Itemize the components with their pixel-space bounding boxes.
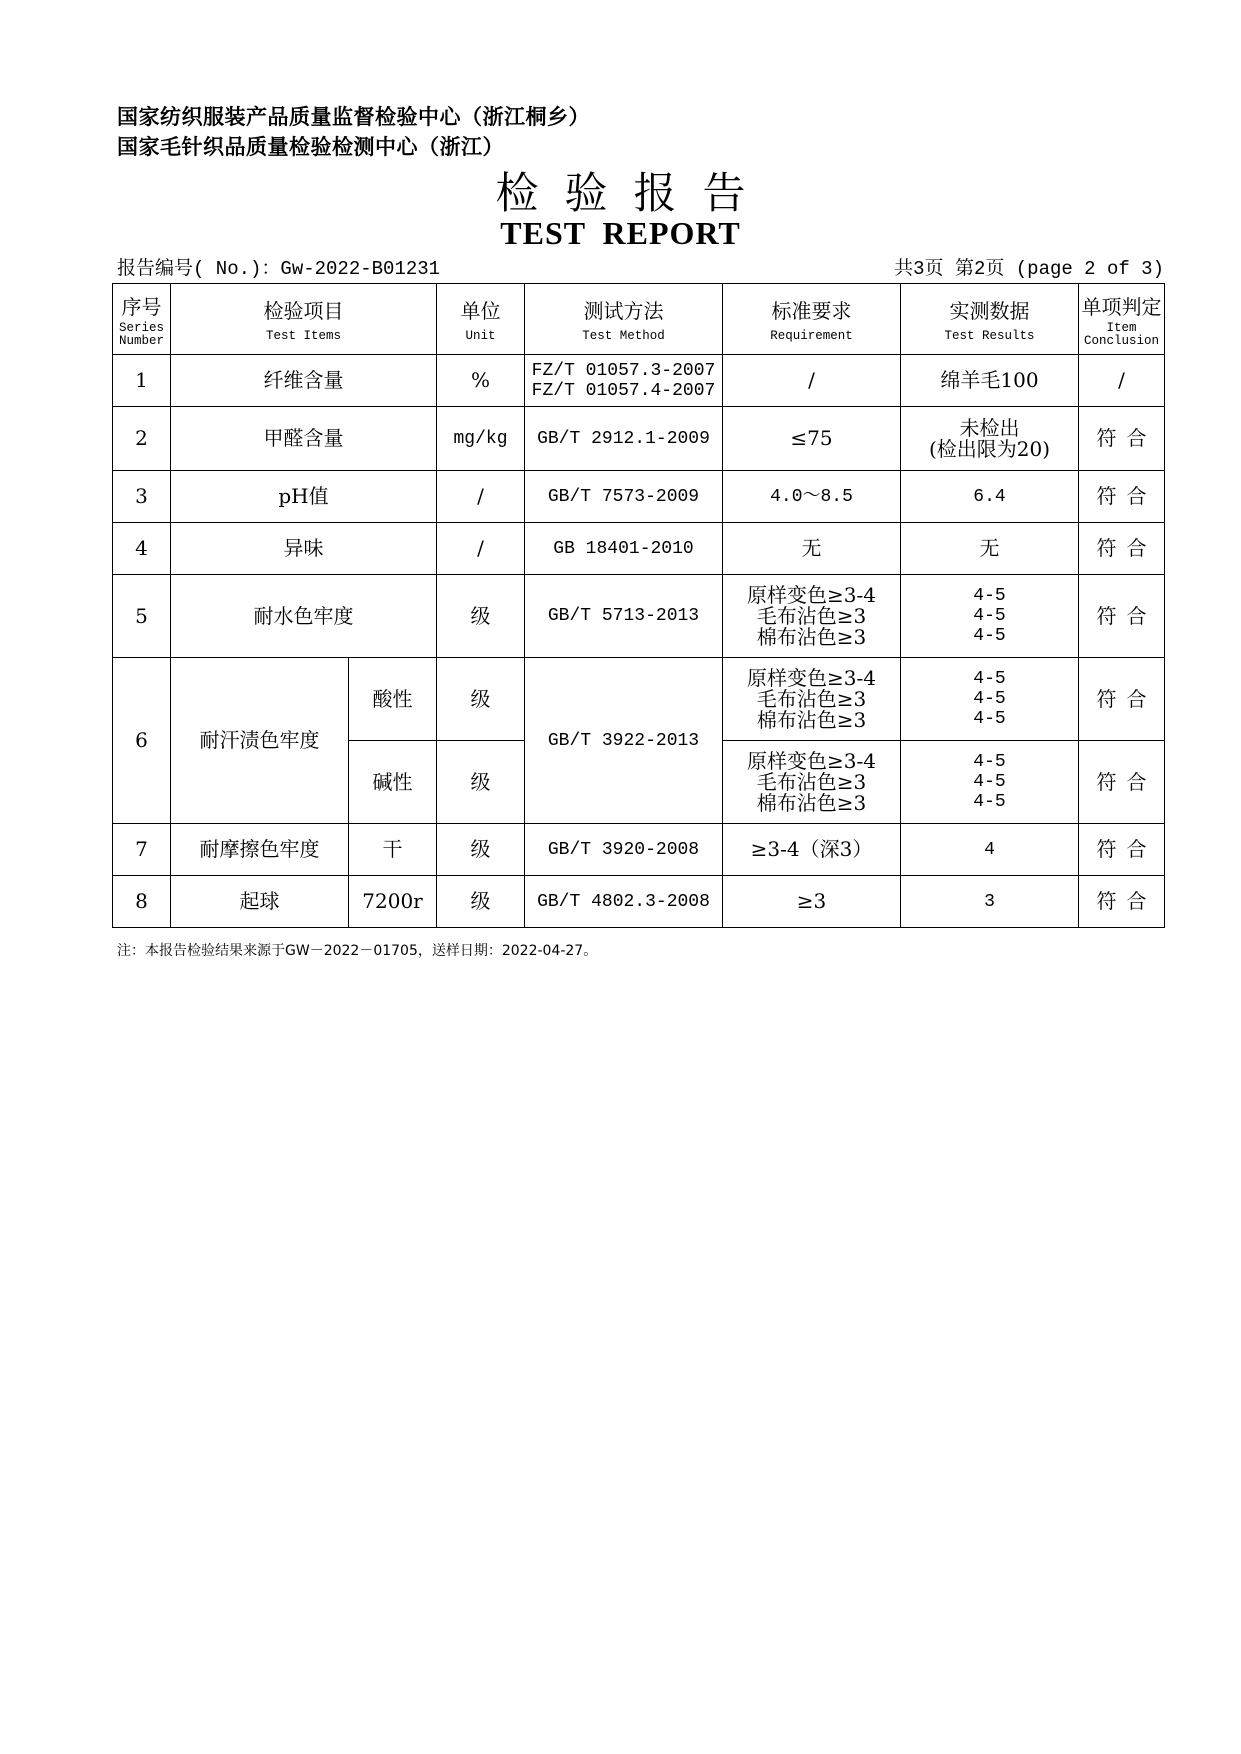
table-row bbox=[113, 355, 1165, 407]
cell-requirement: 原样变色≥3-4 毛布沾色≥3 棉布沾色≥3 bbox=[723, 741, 901, 824]
cell-unit: 级 bbox=[437, 824, 525, 876]
cell-number: 5 bbox=[113, 575, 171, 658]
cell-subitem-alkali: 碱性 bbox=[349, 741, 437, 824]
cell-item: 异味 bbox=[171, 523, 437, 575]
cell-requirement: ≤75 bbox=[723, 407, 901, 471]
table-row bbox=[113, 575, 1165, 658]
table-row bbox=[113, 876, 1165, 928]
cell-conclusion: 符合 bbox=[1079, 824, 1165, 876]
cell-conclusion: 符合 bbox=[1079, 471, 1165, 523]
cell-unit: / bbox=[437, 471, 525, 523]
cell-requirement: 原样变色≥3-4 毛布沾色≥3 棉布沾色≥3 bbox=[723, 575, 901, 658]
table-row bbox=[113, 523, 1165, 575]
cell-result: 6.4 bbox=[901, 471, 1079, 523]
page-info: 共3页 第2页 (page 2 of 3) bbox=[894, 258, 1164, 280]
cell-result: 4-5 4-5 4-5 bbox=[901, 741, 1079, 824]
cell-item: 耐汗渍色牢度 bbox=[171, 658, 349, 824]
cell-method: GB/T 5713-2013 bbox=[525, 575, 723, 658]
cell-conclusion: / bbox=[1079, 355, 1165, 407]
cell-subitem: 7200r bbox=[349, 876, 437, 928]
cell-item: 耐摩擦色牢度 bbox=[171, 824, 349, 876]
table-row bbox=[113, 471, 1165, 523]
report-number bbox=[117, 253, 440, 280]
table-row bbox=[113, 658, 1165, 741]
cell-number: 3 bbox=[113, 471, 171, 523]
table-row bbox=[113, 824, 1165, 876]
cell-number: 1 bbox=[113, 355, 171, 407]
report-title-en: TEST REPORT bbox=[500, 215, 741, 251]
cell-method: GB/T 2912.1-2009 bbox=[525, 407, 723, 471]
cell-method: FZ/T 01057.3-2007 FZ/T 01057.4-2007 bbox=[525, 355, 723, 407]
cell-item: 耐水色牢度 bbox=[171, 575, 437, 658]
cell-number: 2 bbox=[113, 407, 171, 471]
table-header-row bbox=[113, 284, 1165, 355]
cell-result: 4 bbox=[901, 824, 1079, 876]
cell-item: 甲醛含量 bbox=[171, 407, 437, 471]
col-header-items: 检验项目 Test Items bbox=[171, 284, 437, 355]
cell-subitem-acid: 酸性 bbox=[349, 658, 437, 741]
cell-unit: 级 bbox=[437, 876, 525, 928]
cell-unit: 级 bbox=[437, 658, 525, 741]
cell-result: 未检出 (检出限为20) bbox=[901, 407, 1079, 471]
table-row bbox=[113, 407, 1165, 471]
cell-number: 4 bbox=[113, 523, 171, 575]
cell-conclusion: 符合 bbox=[1079, 658, 1165, 741]
report-number-label: 报告编号( No.)： bbox=[117, 258, 281, 280]
cell-requirement: 无 bbox=[723, 523, 901, 575]
cell-requirement: ≥3-4（深3） bbox=[723, 824, 901, 876]
cell-conclusion: 符合 bbox=[1079, 523, 1165, 575]
cell-requirement: 4.0～8.5 bbox=[723, 471, 901, 523]
report-number-value: Gw-2022-B01231 bbox=[280, 258, 441, 280]
cell-unit: 级 bbox=[437, 575, 525, 658]
cell-subitem: 干 bbox=[349, 824, 437, 876]
cell-result: 无 bbox=[901, 523, 1079, 575]
col-header-method: 测试方法 Test Method bbox=[525, 284, 723, 355]
cell-unit: mg/kg bbox=[437, 407, 525, 471]
cell-item: pH值 bbox=[171, 471, 437, 523]
test-results-table bbox=[112, 283, 1165, 928]
cell-number: 6 bbox=[113, 658, 171, 824]
cell-conclusion: 符合 bbox=[1079, 407, 1165, 471]
col-header-conclusion: 单项判定 Item Conclusion bbox=[1079, 284, 1165, 355]
col-header-requirement: 标准要求 Requirement bbox=[723, 284, 901, 355]
cell-unit: / bbox=[437, 523, 525, 575]
cell-unit: % bbox=[437, 355, 525, 407]
cell-requirement: / bbox=[723, 355, 901, 407]
cell-requirement: ≥3 bbox=[723, 876, 901, 928]
org-name-line2: 国家毛针织品质量检验检测中心（浙江） bbox=[117, 135, 504, 159]
footnote: 注：本报告检验结果来源于GW－2022－01705，送样日期：2022-04-27。 bbox=[117, 943, 598, 959]
cell-result: 4-5 4-5 4-5 bbox=[901, 575, 1079, 658]
col-header-series: 序号 Series Number bbox=[113, 284, 171, 355]
col-header-unit: 单位 Unit bbox=[437, 284, 525, 355]
cell-number: 7 bbox=[113, 824, 171, 876]
report-title-cn: 检验报告 bbox=[495, 169, 772, 219]
cell-method: GB/T 3922-2013 bbox=[525, 658, 723, 824]
cell-conclusion: 符合 bbox=[1079, 575, 1165, 658]
cell-item: 纤维含量 bbox=[171, 355, 437, 407]
cell-conclusion: 符合 bbox=[1079, 876, 1165, 928]
cell-requirement: 原样变色≥3-4 毛布沾色≥3 棉布沾色≥3 bbox=[723, 658, 901, 741]
cell-method: GB/T 4802.3-2008 bbox=[525, 876, 723, 928]
cell-number: 8 bbox=[113, 876, 171, 928]
cell-result: 绵羊毛100 bbox=[901, 355, 1079, 407]
cell-unit: 级 bbox=[437, 741, 525, 824]
cell-item: 起球 bbox=[171, 876, 349, 928]
org-name-line1: 国家纺织服装产品质量监督检验中心（浙江桐乡） bbox=[117, 105, 590, 129]
cell-result: 3 bbox=[901, 876, 1079, 928]
cell-method: GB 18401-2010 bbox=[525, 523, 723, 575]
col-header-results: 实测数据 Test Results bbox=[901, 284, 1079, 355]
cell-method: GB/T 7573-2009 bbox=[525, 471, 723, 523]
cell-method: GB/T 3920-2008 bbox=[525, 824, 723, 876]
cell-result: 4-5 4-5 4-5 bbox=[901, 658, 1079, 741]
cell-conclusion: 符合 bbox=[1079, 741, 1165, 824]
